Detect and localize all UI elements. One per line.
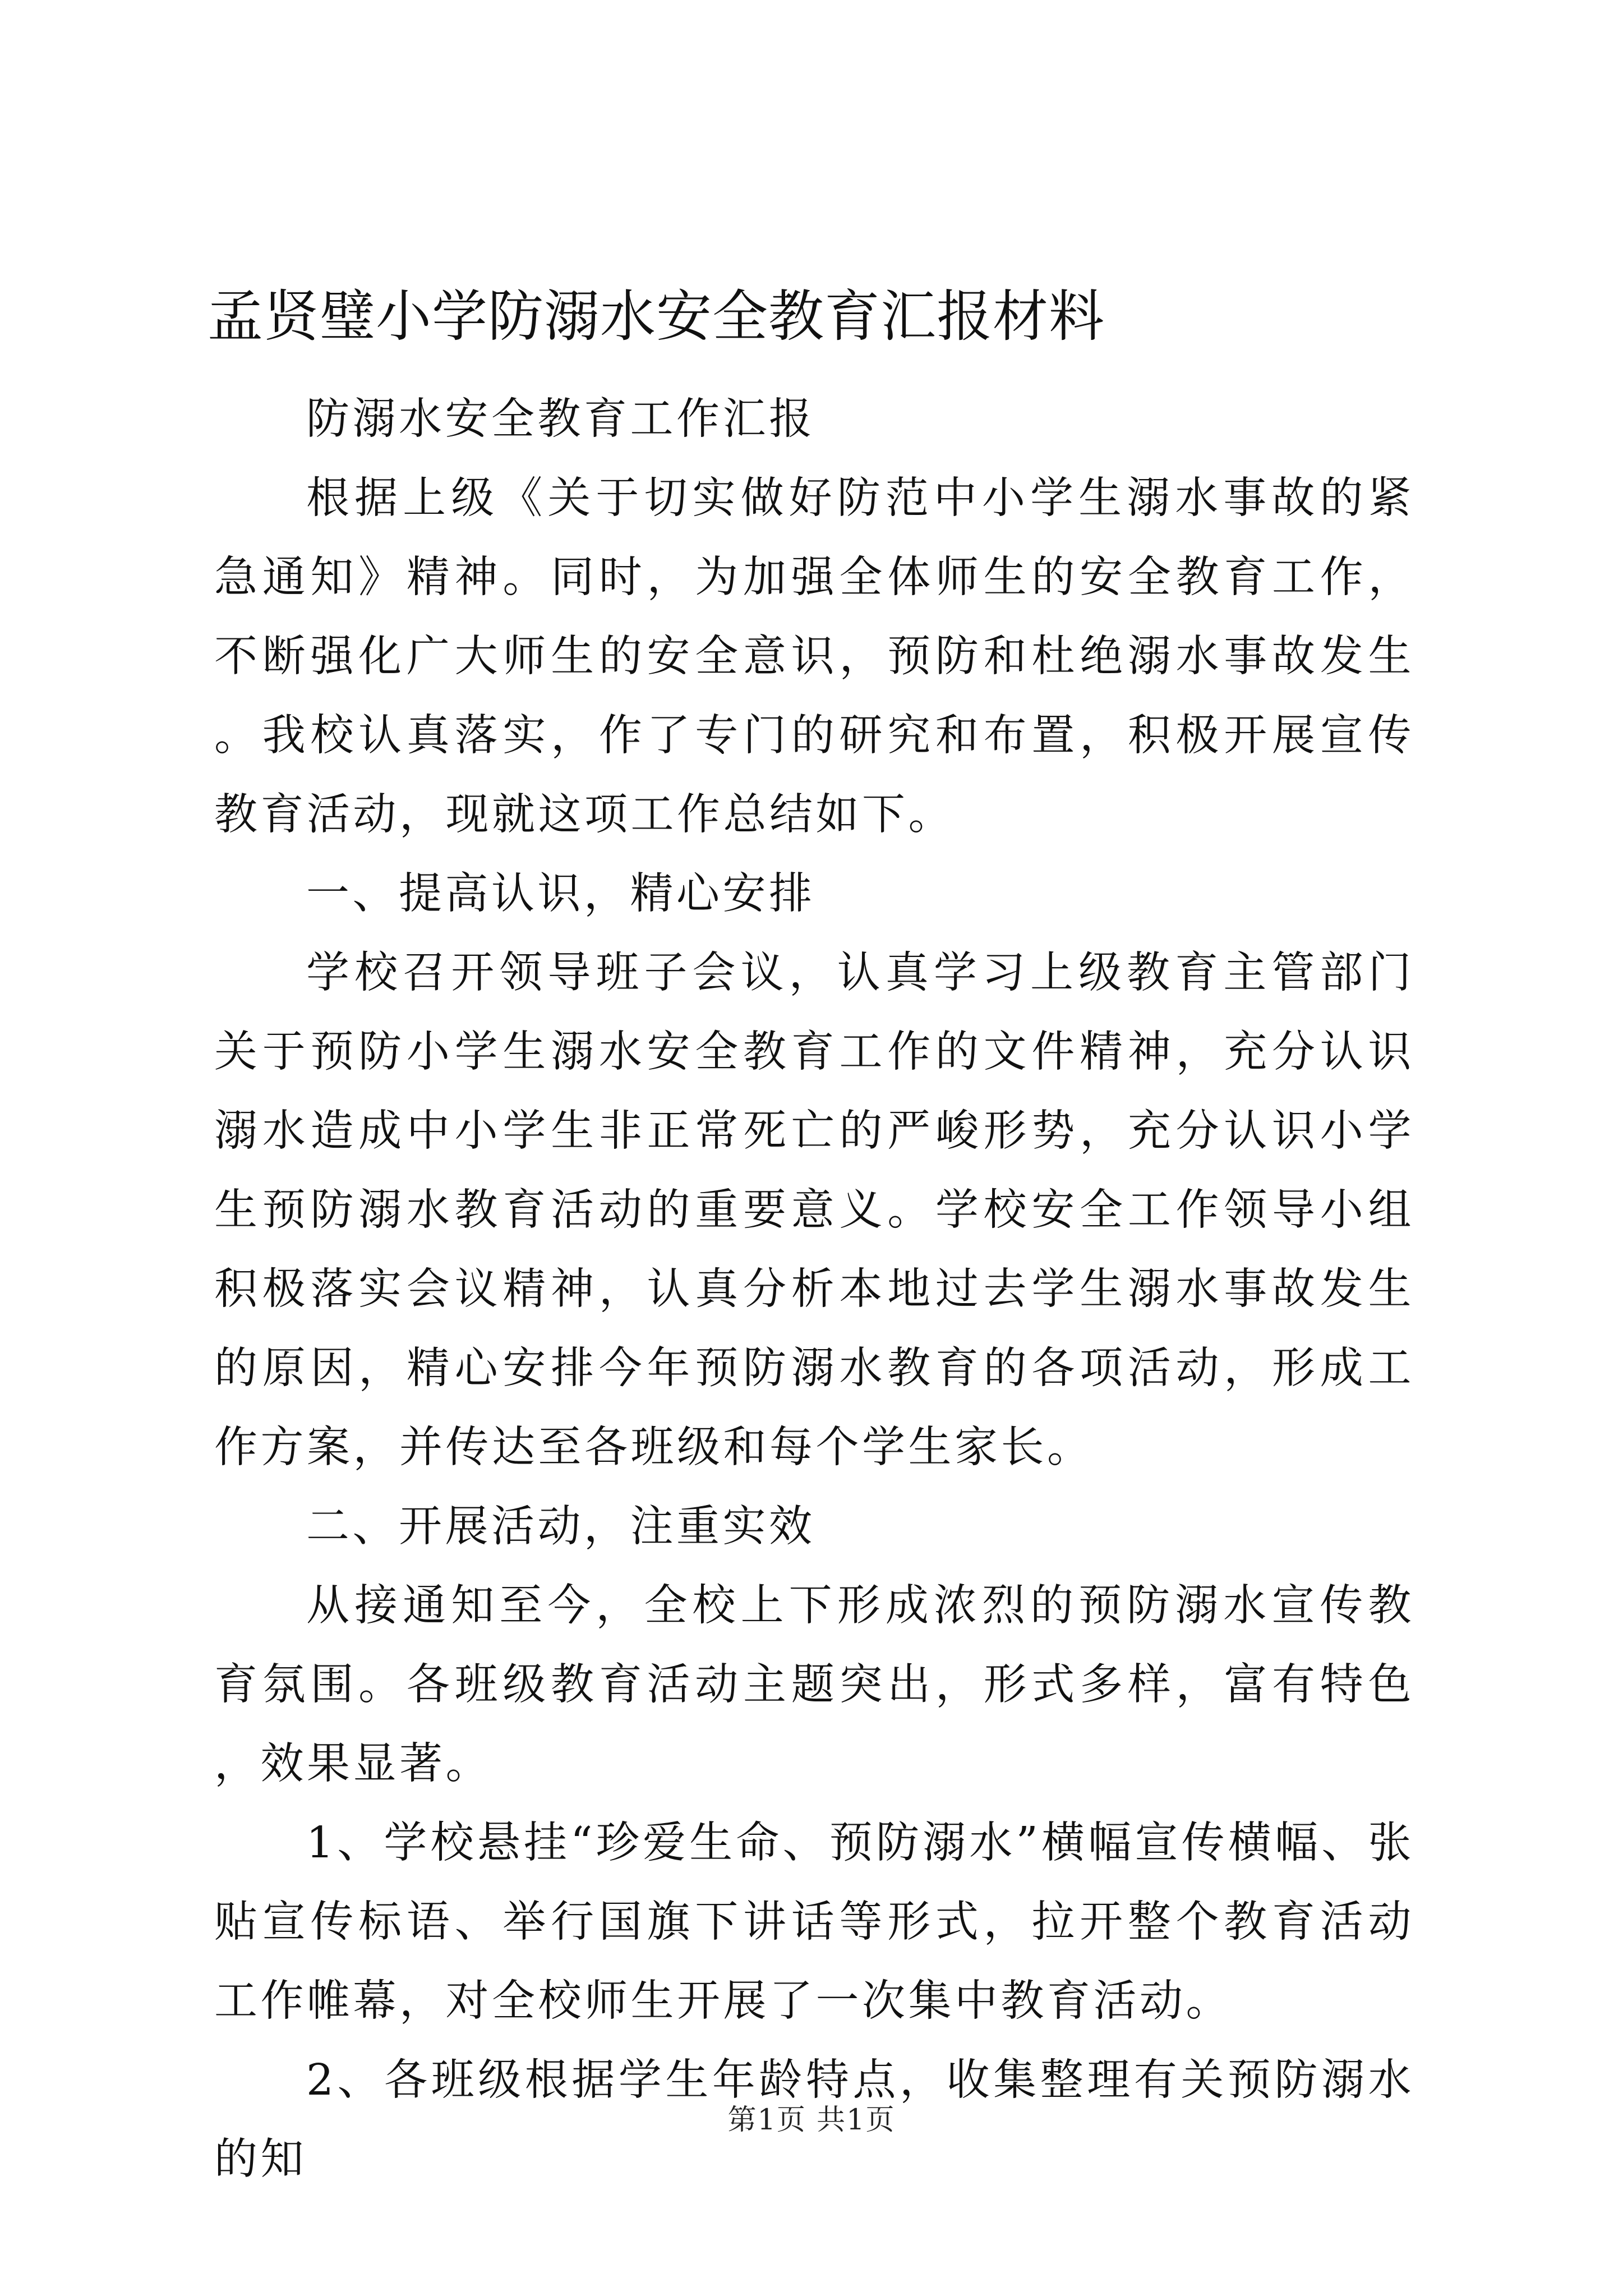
section-1-paragraph: 学校召开领导班子会议，认真学习上级教育主管部门关于预防小学生溺水安全教育工作的文件精神，充分认识溺水造成中小学生非正常死亡的严峻形势，充分认识小学生预防溺水教育活动的重要意义。学校安全工作领导小组积极落实会议精神，认真分析本地过去学生溺水事故发生的原因，精心安排今年预防溺水教育的各项活动，形成工作方案，并传达至各班级和每个学生家长。 xyxy=(214,948,1414,1473)
section-2-paragraph: 从接通知至今，全校上下形成浓烈的预防溺水宣传教育氛围。各班级教育活动主题突出，形式多样，富有特色，效果显著。 xyxy=(214,1581,1414,1789)
page-footer: 第1页 共1页 xyxy=(727,2104,896,2137)
document-body xyxy=(214,380,1414,2199)
list-item-1: 1、学校悬挂“珍爱生命、预防溺水”横幅宣传横幅、张贴宣传标语、举行国旗下讲话等形式，拉开整个教育活动工作帷幕，对全校师生开展了一次集中教育活动。 xyxy=(214,1818,1414,2026)
list-item-2: 2、各班级根据学生年龄特点，收集整理有关预防溺水的知 xyxy=(214,2055,1414,2184)
subtitle-paragraph: 防溺水安全教育工作汇报 xyxy=(306,394,815,444)
intro-paragraph: 根据上级《关于切实做好防范中小学生溺水事故的紧急通知》精神。同时，为加强全体师生的安全教育工作，不断强化广大师生的安全意识，预防和杜绝溺水事故发生。我校认真落实，作了专门的研究和布置，积极开展宣传教育活动，现就这项工作总结如下。 xyxy=(214,473,1414,840)
document-title: 孟贤璧小学防溺水安全教育汇报材料 xyxy=(208,284,1105,349)
section-heading-1: 一、提高认识，精心安排 xyxy=(306,869,815,919)
section-heading-2: 二、开展活动，注重实效 xyxy=(306,1502,815,1552)
